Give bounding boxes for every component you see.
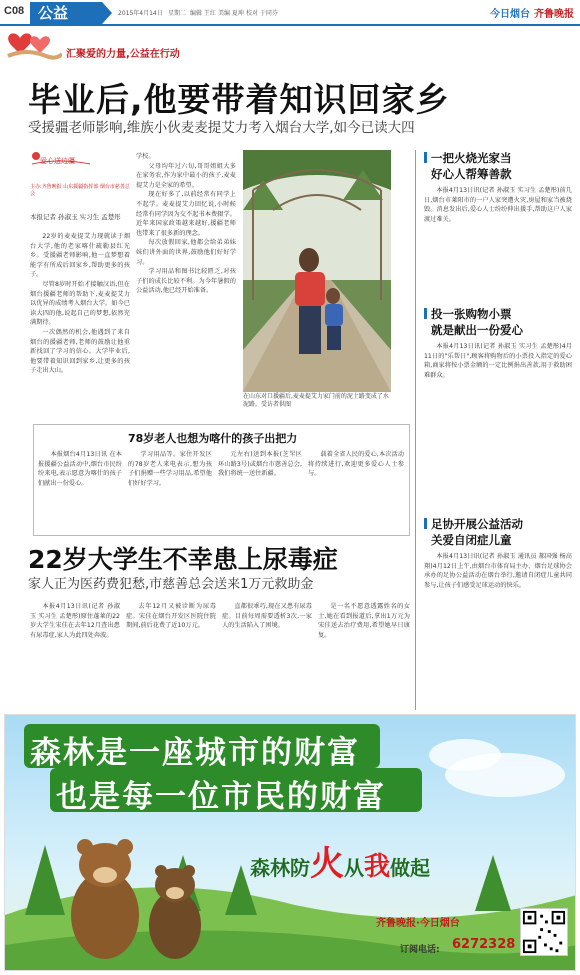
paragraph: 本报4月13日讯(记者 孙淑玉 实习生 孟楚彤)原住蓬莱的22岁大学生宋佳在去年12月查出患有尿毒症,家人为此四处奔波。 <box>30 603 120 639</box>
ad-phone-label: 订阅电话: <box>400 945 440 955</box>
paragraph: 父母均年过六旬,哥哥姐姐大多在家务农,作为家中最小的孩子,麦麦提艾力是全家的希望。 <box>136 162 236 189</box>
second-subheadline: 家人正为医药费犯愁,市慈善总会送来1万元救助金 <box>28 577 314 592</box>
masthead-brand <box>490 5 574 20</box>
lead-byline: 本报记者 孙淑玉 实习生 孟楚彤 <box>30 213 121 221</box>
sidebar-item-1-title <box>424 150 512 182</box>
paragraph: 元左右)送到本报(芝罘区环山路3号)或烟台市慈善总会,我们将统一送往新疆。 <box>218 451 302 478</box>
sidebar-item-1-title-line2: 好心人帮筹善款 <box>431 167 512 181</box>
page-header <box>0 0 580 26</box>
sidebar-item-1-title-line1: 一把火烧光家当 <box>431 151 512 165</box>
ad-headline-line-2: 也是每一位市民的财富 <box>56 779 386 815</box>
ad-brand: 齐鲁晚报·今日烟台 <box>376 918 460 929</box>
paragraph: 每次放假回家,他都会给弟弟妹妹们讲外面的世界,鼓励他们好好学习。 <box>136 239 236 266</box>
section-tag: 公益 <box>30 2 102 24</box>
title-accent-bar <box>424 152 427 163</box>
sidebar-item-2-body <box>424 342 572 512</box>
ad-phone-number: 6272328 <box>452 937 516 952</box>
photo-caption: 在山东对口援疆后,麦麦提艾力家门前的泥土路变成了水泥路。受访者供图 <box>243 393 389 408</box>
page-number: C08 <box>4 5 25 17</box>
sidebar-item-3-title-line1: 足协开展公益活动 <box>431 517 523 531</box>
ad-fire-slogan <box>250 836 430 885</box>
sidebar-item-3-title-line2: 关爱自闭症儿童 <box>431 533 512 547</box>
title-accent-bar <box>424 308 427 319</box>
paragraph: 学习用品等。家住开发区的78岁老人来电表示,想为孩子们捐赠一些学习用品,希望他们好好学习。 <box>128 451 212 487</box>
brand-today: 今日烟台 <box>490 9 530 20</box>
sidebar-item-3-title <box>424 516 523 548</box>
related-column-2 <box>128 450 212 532</box>
ad-slogan-fire: 火 <box>310 844 344 884</box>
lead-column-1 <box>30 232 130 414</box>
issue-date: 2015年4月14日 <box>118 10 163 17</box>
column-divider <box>415 150 416 710</box>
paragraph: 本报烟台4月13日讯 在本报援疆公益活动中,烟台市民纷纷来电,表示愿意为喀什的孩子们献出一份爱心。 <box>38 451 122 487</box>
editor: 编辑 王红 <box>190 10 216 17</box>
sidebar-item-2-title-line2: 就是献出一份爱心 <box>431 323 523 337</box>
related-column-1 <box>38 450 122 532</box>
related-story-title: 78岁老人也想为喀什的孩子出把力 <box>128 432 298 445</box>
paragraph: 本报4月13日讯(记者 孙淑玉 实习生 孟楚彤)4月11日的"乐帮日",顾客将购物后的小票投入指定的爱心箱,商家将按小票金额的一定比例捐出善款,用于救助困难群众。 <box>424 343 572 379</box>
lead-subheadline: 受援疆老师影响,维族小伙麦麦提艾力考入烟台大学,如今已读大四 <box>28 120 415 136</box>
designer: 美编 夏坤 <box>218 10 244 17</box>
second-column-2 <box>126 602 216 708</box>
ad-slogan-part-3: 做起 <box>390 856 431 880</box>
related-column-4 <box>308 450 404 532</box>
ad-headline-line-1: 森林是一座城市的财富 <box>30 735 360 771</box>
ad-slogan-part-1: 森林防 <box>250 856 310 880</box>
title-accent-bar <box>424 518 427 529</box>
paragraph: 本报4月13日讯(记者 孙淑玉 通讯员 郝国强 杨高翔)4月12日上午,由烟台市体育局主办、烟台足球协会承办的足协公益活动在烟台举行,邀请自闭症儿童共同参与,让孩子们感受足球运动的快乐。 <box>424 553 572 589</box>
event-logo-title: 爱心送边疆 <box>40 157 75 165</box>
qr-code-icon <box>520 908 568 956</box>
photo-illustration <box>243 150 391 392</box>
paragraph: 学习用品和图书比较匮乏,对孩子们的成长比较不利。为今年暑假的公益活动,他已经开始准备。 <box>136 268 236 295</box>
paragraph: 现在好多了,以前经常有同学上不起学。麦麦提艾力回忆说,小时候经常有同学因为交不起书本费辍学。近年来国家政策越来越好,援疆老师也带来了很多新的理念。 <box>136 191 236 237</box>
brand-name: 齐鲁晚报 <box>534 9 574 20</box>
sidebar-item-1-body <box>424 186 572 296</box>
paragraph: 尽管8岁时开始才接触汉语,但在烟台援疆老师的帮助下,麦麦提艾力以优异的成绩考入烟台大学。如今已读大四的他,说起自己的梦想,依然充满期待。 <box>30 280 130 327</box>
lead-headline: 毕业后,他要带着知识回家乡 <box>28 80 450 119</box>
paragraph: 载着全省人民的爱心,本次活动将持续进行,欢迎更多爱心人士参与。 <box>308 451 404 478</box>
second-column-3 <box>222 602 312 708</box>
paragraph: 学校。 <box>136 153 155 160</box>
paragraph: 是一名不愿意透露姓名的女士,她在看到报道后,拿出1万元为宋佳送去治疗费用,希望她早日康复。 <box>318 603 410 639</box>
sidebar-item-2-title-line1: 投一张购物小票 <box>431 307 512 321</box>
issue-weekday: 星期二 <box>168 10 187 17</box>
sidebar-item-2-title <box>424 306 523 338</box>
paragraph: 22岁的麦麦提艾力现就读于烟台大学,他的老家喀什疏勒县红光乡。受援疆老师影响,他一直梦想着能学有所成后回家乡,帮助更多的孩子。 <box>30 233 130 279</box>
lead-photo <box>243 150 391 392</box>
sidebar-item-3-body <box>424 552 572 708</box>
paragraph: 本报4月13日讯(记者 孙淑玉 实习生 孟楚彤)前几日,烟台市莱阳市的一户人家突遭火灾,房屋和家当被烧毁。消息发出后,爱心人士纷纷伸出援手,帮助这户人家渡过难关。 <box>424 187 572 223</box>
proofreader: 校对 于同芬 <box>246 10 278 17</box>
ad-slogan-part-2: 从 <box>344 856 364 880</box>
second-headline: 22岁大学生不幸患上尿毒症 <box>28 545 338 574</box>
event-organizers: 主办:齐鲁晚报 山东援疆指挥部 烟台市慈善总会 <box>30 184 130 197</box>
second-column-4 <box>318 602 410 708</box>
paragraph: 一次偶然的机会,他遇到了来自烟台的援疆老师,老师的鼓励让他重新找回了学习的信心。大学毕业后,他要带着知识回到家乡,让更多的孩子走出大山。 <box>30 328 130 375</box>
hands-heart-icon <box>6 30 62 60</box>
ad-slogan-me: 我 <box>364 852 391 882</box>
related-column-3 <box>218 450 302 532</box>
paragraph: 直都很乖巧,现在又患有尿毒症。目前每周需要透析3次,一家人的生活陷入了困境。 <box>222 603 312 630</box>
banner-slogan: 汇聚爱的力量,公益在行动 <box>66 49 180 60</box>
lead-column-2 <box>136 152 236 414</box>
paragraph: 去年12月又被诊断为尿毒症。宋佳在烟台开发区医院住院期间,前后花费了近10万元。 <box>126 603 216 630</box>
second-column-1 <box>30 602 120 708</box>
